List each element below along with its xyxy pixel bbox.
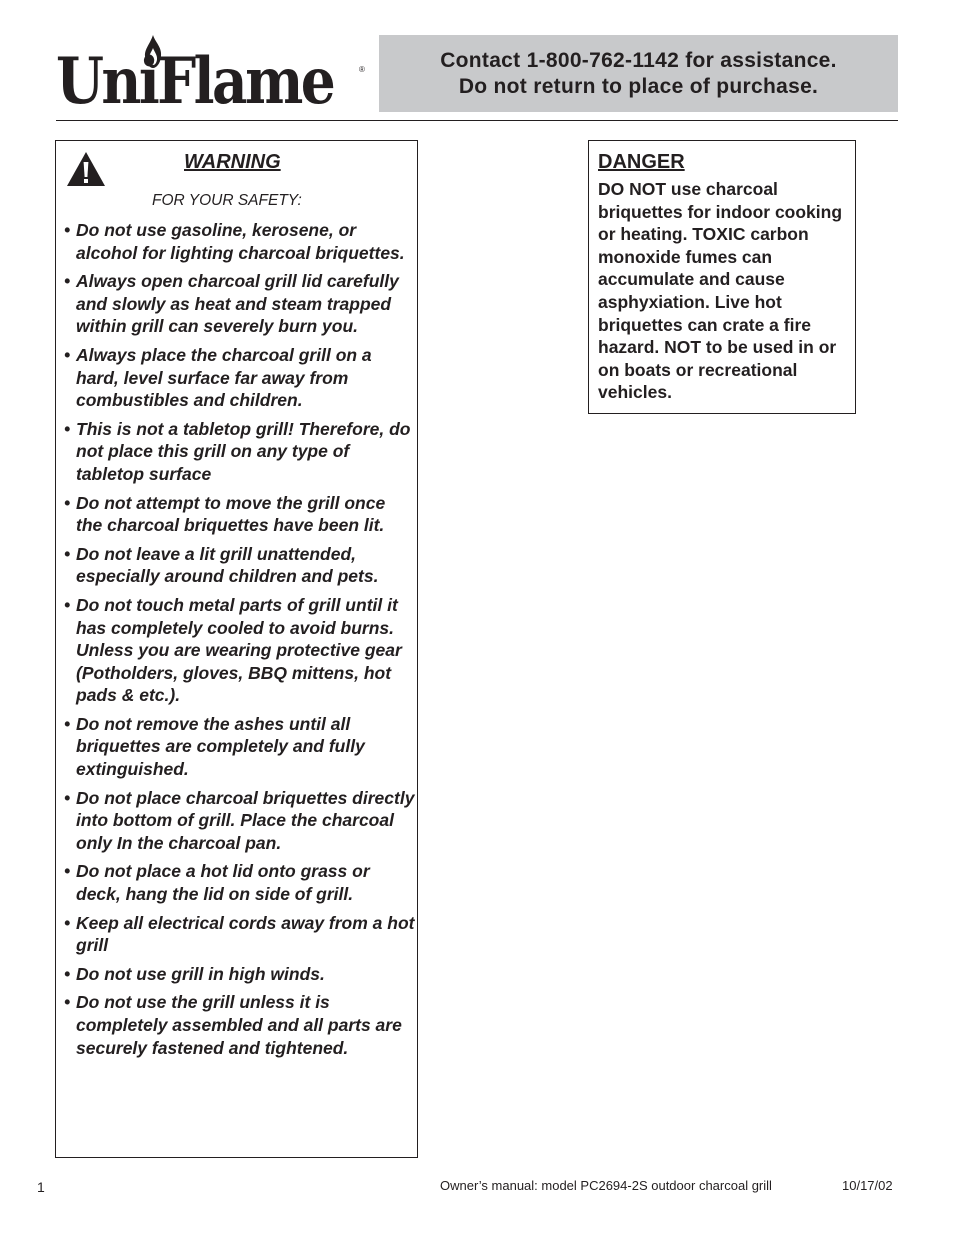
warning-item: • Always open charcoal grill lid carefully and slowly as heat and steam trapped within grill can severely burn you. (64, 270, 416, 338)
contact-phone-line: Contact 1-800-762-1142 for assistance. (440, 48, 837, 72)
registered-mark: ® (359, 65, 365, 74)
contact-banner (379, 35, 898, 112)
warning-item: • Do not use gasoline, kerosene, or alcohol for lighting charcoal briquettes. (64, 219, 416, 264)
header-divider (56, 120, 898, 121)
warning-item: • Do not use grill in high winds. (64, 963, 416, 986)
danger-title: DANGER (598, 151, 685, 173)
brand-name: UniFlame (56, 44, 334, 119)
danger-panel (588, 140, 856, 414)
footer-manual-title: Owner’s manual: model PC2694-2S outdoor charcoal grill (440, 1178, 772, 1193)
danger-text: DO NOT use charcoal briquettes for indoor cooking or heating. TOXIC carbon monoxide fumes can accumulate and cause asphyxiation. Live hot briquettes can crate a fire hazard. NOT to be used in or on boats or recreational vehicles. (598, 179, 843, 403)
warning-item: • This is not a tabletop grill! Therefore, do not place this grill on any type of tabletop surface (64, 418, 416, 486)
contact-return-line: Do not return to place of purchase. (458, 74, 819, 98)
warning-title: WARNING (184, 151, 281, 173)
page-number: 1 (37, 1179, 45, 1195)
warning-subtitle: FOR YOUR SAFETY: (152, 192, 302, 209)
footer-date: 10/17/02 (842, 1178, 893, 1193)
warning-item: • Do not use the grill unless it is completely assembled and all parts are securely fastened and tightened. (64, 991, 416, 1059)
warning-list (64, 219, 416, 1065)
warning-item: • Always place the charcoal grill on a hard, level surface far away from combustibles and children. (64, 344, 416, 412)
warning-item: • Do not touch metal parts of grill until it has completely cooled to avoid burns. Unless you are wearing protective gear (Potholders, gloves, BBQ mittens, hot pads & etc.). (64, 594, 416, 707)
warning-item: • Do not place charcoal briquettes directly into bottom of grill. Place the charcoal only In the charcoal pan. (64, 787, 416, 855)
brand-logo (56, 34, 368, 119)
warning-panel (55, 140, 418, 1158)
warning-item: • Do not attempt to move the grill once the charcoal briquettes have been lit. (64, 492, 416, 537)
warning-item: • Do not leave a lit grill unattended, especially around children and pets. (64, 543, 416, 588)
warning-item: • Do not place a hot lid onto grass or deck, hang the lid on side of grill. (64, 860, 416, 905)
warning-item: • Keep all electrical cords away from a hot grill (64, 912, 416, 957)
warning-triangle-icon (65, 150, 107, 188)
warning-item: • Do not remove the ashes until all briquettes are completely and fully extinguished. (64, 713, 416, 781)
